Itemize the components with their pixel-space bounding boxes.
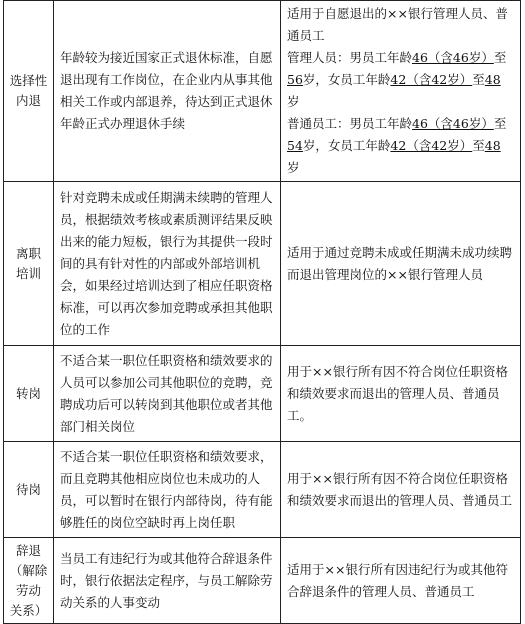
label-line: 内退 xyxy=(15,93,41,108)
table-row xyxy=(4,442,521,538)
row-description: 不适合某一职位任职资格和绩效要求的人员可以参加公司其他职位的竞聘，竞聘成功后可以转岗到其他职位或者其他部门相关岗位 xyxy=(54,346,281,442)
applicability-intro: 适用于自愿退出的××银行管理人员、普通员工 xyxy=(287,6,508,43)
row-description: 当员工有违纪行为或其他符合辞退条件时，银行依据法定程序，与员工解除劳动关系的人事变动 xyxy=(54,538,281,624)
label-line: 选择性 xyxy=(9,73,48,88)
label-line: 劳动 xyxy=(15,582,41,598)
row-description: 年龄较为接近国家正式退休标准，自愿退出现有工作岗位，在企业内从事其他相关工作或内部退养，待达到正式退休年龄正式办理退休手续 xyxy=(54,1,281,182)
exit-policy-table xyxy=(3,0,521,624)
row-label xyxy=(4,182,54,346)
table-row xyxy=(4,346,521,442)
row-description: 针对竞聘未成或任期满未续聘的管理人员，根据绩效考核或素质测评结果反映出来的能力短板，银行为其提供一段时间的具有针对性的内部或外部培训机会，如果经过培训达到了相应任职资格标准，可以再次参加竞聘或承担其他职位的工作 xyxy=(54,182,281,346)
row-applicability: 用于××银行所有因不符合岗位任职资格和绩效要求而退出的管理人员、普通员工 xyxy=(281,442,521,538)
label-line: 转岗 xyxy=(15,385,41,401)
label-line: 关系） xyxy=(9,602,48,618)
table-row xyxy=(4,182,521,346)
label-line: （解除 xyxy=(9,562,48,578)
table-row xyxy=(4,1,521,182)
label-line: 培训 xyxy=(15,265,41,281)
label-line: 待岗 xyxy=(15,481,41,497)
row-applicability xyxy=(281,1,521,182)
row-description: 不适合某一职位任职资格和绩效要求，而且竞聘其他相应岗位也未成功的人员，可以暂时在银行内部待岗，待有能够胜任的岗位空缺时再上岗任职 xyxy=(54,442,281,538)
applicability-staff-ages: 普通员工：男员工年龄46（含46岁）至54岁，女员工年龄42（含42岁）至48 岁 xyxy=(287,116,507,175)
label-line: 辞退 xyxy=(15,542,41,558)
row-applicability: 适用于××银行所有因违纪行为或其他符合辞退条件的管理人员、普通员工 xyxy=(281,538,521,624)
row-label xyxy=(4,346,54,442)
label-line: 离职 xyxy=(15,245,41,261)
table-row xyxy=(4,538,521,624)
applicability-manager-ages: 管理人员：男员工年龄46（含46岁）至56岁，女员工年龄42（含42岁）至48 岁 xyxy=(287,50,507,109)
row-applicability: 用于××银行所有因不符合岗位任职资格和绩效要求而退出的管理人员、普通员工。 xyxy=(281,346,521,442)
row-label xyxy=(4,442,54,538)
row-label xyxy=(4,538,54,624)
row-label xyxy=(4,1,54,182)
row-applicability: 适用于通过竞聘未成或任期满未成功续聘而退出管理岗位的××银行管理人员 xyxy=(281,182,521,346)
